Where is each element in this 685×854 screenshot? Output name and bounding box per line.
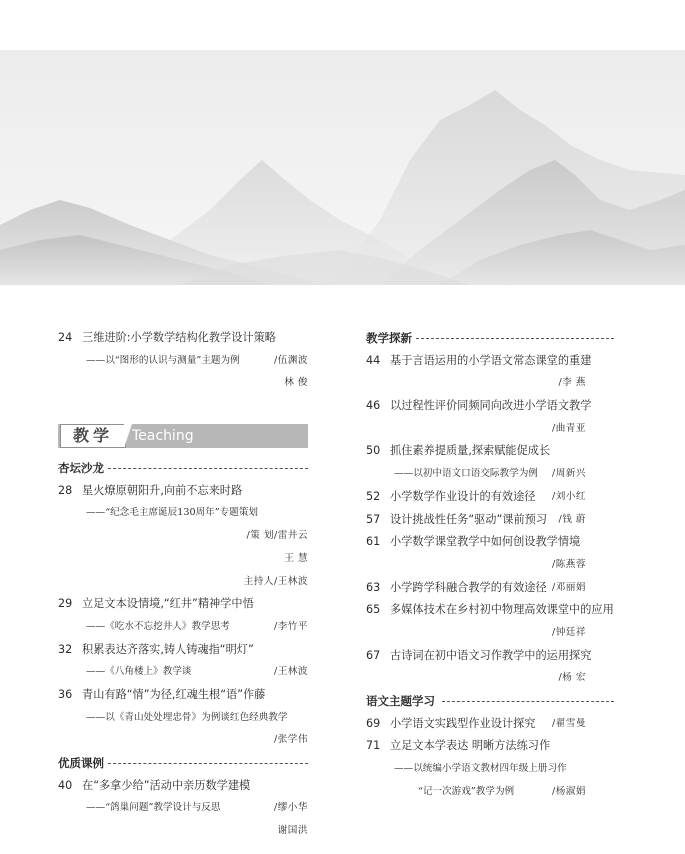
toc-entry-71[interactable] [366,738,616,761]
toc-entry-63[interactable] [366,580,616,603]
article-author: 谢国洪 [277,825,308,837]
section-heading-zhuti [366,693,616,716]
mountain-landscape-image [0,50,685,285]
toc-entry-28[interactable] [58,483,310,506]
article-subtitle: ——以《青山处处埋忠骨》为例谈红色经典教学 [86,711,288,723]
spacer [58,398,310,424]
toc-entry-32[interactable] [58,642,310,665]
badge-notch [124,424,132,448]
article-author: 林 俊 [284,377,308,389]
toc-entry-67[interactable] [366,648,616,671]
toc-entry-32-subtitle [58,664,310,687]
section-badge-teaching [58,424,308,448]
toc-entry-36[interactable] [58,687,310,710]
article-title: 以过程性评价同频同向改进小学语文教学 [390,399,592,413]
page-number: 65 [366,603,381,617]
article-title: 三维进阶:小学数学结构化教学设计策略 [82,331,276,344]
section-title: 杏坛沙龙 [58,461,104,476]
section-heading-xingtan [58,460,310,483]
toc-right-column [366,330,616,806]
section-divider [442,701,614,702]
toc-entry-57[interactable] [366,512,616,535]
article-author: /杨 宏 [558,672,586,684]
page-number: 28 [58,483,73,497]
page-number: 32 [58,642,73,656]
section-title: 语文主题学习 [366,694,435,708]
article-author: /策 划/雷井云 [246,530,308,542]
page-number: 63 [366,580,381,594]
toc-entry-50[interactable] [366,443,616,466]
article-author: /张学伟 [273,734,308,746]
article-author: /曲青亚 [551,422,586,434]
page-number: 57 [366,512,381,526]
article-subtitle: “记一次游戏”教学为例 [418,785,515,797]
toc-entry-29[interactable] [58,596,310,619]
article-title: 小学数学课堂教学中如何创设教学情境 [390,535,581,549]
article-title: 小学跨学科融合教学的有效途径 [390,580,547,594]
article-title: 立足文本学表达 明晰方法练习作 [390,739,551,753]
toc-entry-24-subtitle [58,353,310,376]
section-heading-youzhi [58,755,310,778]
badge-chinese-label: 教学 [60,424,126,448]
page-number: 67 [366,648,381,662]
article-author: /钟廷祥 [551,626,586,638]
toc-entry-61[interactable] [366,534,616,557]
toc-entry-28-author2 [58,551,310,574]
toc-entry-46[interactable] [366,398,616,421]
article-title: 设计挑战性任务“驱动”课前预习 [390,512,548,526]
toc-entry-46-author [366,421,616,444]
article-title: 小学数学作业设计的有效途径 [390,489,536,503]
article-subtitle: ——《八角楼上》教学谈 [86,666,192,678]
toc-entry-40[interactable] [58,778,310,801]
article-author: /缪小华 [273,802,308,814]
page-number: 36 [58,687,73,701]
toc-left-column [58,330,310,846]
section-title: 教学探新 [366,331,412,345]
section-divider [108,763,308,764]
article-title: 小学语文实践型作业设计探究 [390,716,536,730]
toc-entry-67-author [366,670,616,693]
article-author: /杨淑娟 [551,785,586,797]
article-subtitle: ——以初中语文口语交际教学为例 [394,468,538,480]
article-subtitle: ——“鸽巢问题”教学设计与反思 [86,802,221,814]
article-author: /陈燕蓉 [551,558,586,570]
article-author: /钱 蔚 [558,513,586,525]
article-author: /李 燕 [558,377,586,389]
article-title: 多媒体技术在乡村初中物理高效课堂中的应用 [390,603,614,617]
toc-entry-24[interactable] [58,330,310,353]
page-number: 50 [366,444,381,458]
page-number: 24 [58,331,73,344]
toc-entry-61-author [366,557,616,580]
toc-entry-71-subtitle2 [366,784,616,807]
article-title: 积累表达齐落实,铸人铸魂指“明灯” [82,642,254,656]
article-title: 抓住素养提质量,探索赋能促成长 [390,444,551,458]
article-author: /李竹平 [273,620,308,632]
toc-entry-28-author3 [58,574,310,597]
badge-english-label: Teaching [132,428,194,445]
toc-entry-52[interactable] [366,489,616,512]
toc-entry-44-author [366,375,616,398]
article-author: /周新兴 [551,468,586,480]
article-subtitle: ——以统编小学语文教材四年级上册习作 [394,763,567,775]
page-number: 29 [58,597,73,611]
article-title: 星火燎原朝阳升,向前不忘来时路 [82,483,243,497]
article-author: 主持人/王林波 [243,575,308,587]
landscape-banner [0,50,685,285]
article-author: /刘小红 [551,490,586,502]
section-heading-tanxin [366,330,616,353]
section-title: 优质课例 [58,756,104,770]
toc-entry-50-subtitle [366,466,616,489]
article-author: /伍渊波 [273,354,308,366]
toc-entry-36-author [58,732,310,755]
toc-entry-24-author2 [58,375,310,398]
article-subtitle: ——“纪念毛主席诞辰130周年”专题策划 [86,507,259,519]
page-number: 69 [366,716,381,730]
section-divider [108,468,308,469]
article-subtitle: ——《吃水不忘挖井人》教学思考 [86,620,230,632]
article-title: 在“多拿少给”活动中亲历数学建模 [82,778,251,792]
article-title: 基于言语运用的小学语文常态课堂的重建 [390,353,592,367]
toc-entry-36-subtitle [58,710,310,733]
toc-entry-29-subtitle [58,619,310,642]
page-number: 71 [366,739,381,753]
article-title: 青山有路“情”为径,红魂生根“语”作藤 [82,687,266,701]
section-divider [416,338,614,339]
page-number: 46 [366,399,381,413]
article-author: 王 慧 [284,552,308,564]
toc-entry-28-author [58,528,310,551]
article-author: /王林波 [273,666,308,678]
page-number: 44 [366,353,381,367]
page-number: 52 [366,489,381,503]
toc-entry-65-author [366,625,616,648]
article-subtitle: ——以“图形的认识与测量”主题为例 [86,354,240,366]
article-author: /翟雪曼 [551,717,586,729]
toc-entry-44[interactable] [366,353,616,376]
article-title: 立足文本设情境,“红井”精神学中悟 [82,597,254,611]
toc-entry-69[interactable] [366,716,616,739]
toc-entry-40-author2 [58,823,310,846]
article-title: 古诗词在初中语文习作教学中的运用探究 [390,648,592,662]
toc-entry-65[interactable] [366,602,616,625]
page-number: 61 [366,535,381,549]
article-author: /邓丽娟 [551,581,586,593]
page-number: 40 [58,778,73,792]
toc-entry-28-subtitle [58,505,310,528]
toc-entry-71-subtitle [366,761,616,784]
toc-entry-40-subtitle [58,800,310,823]
